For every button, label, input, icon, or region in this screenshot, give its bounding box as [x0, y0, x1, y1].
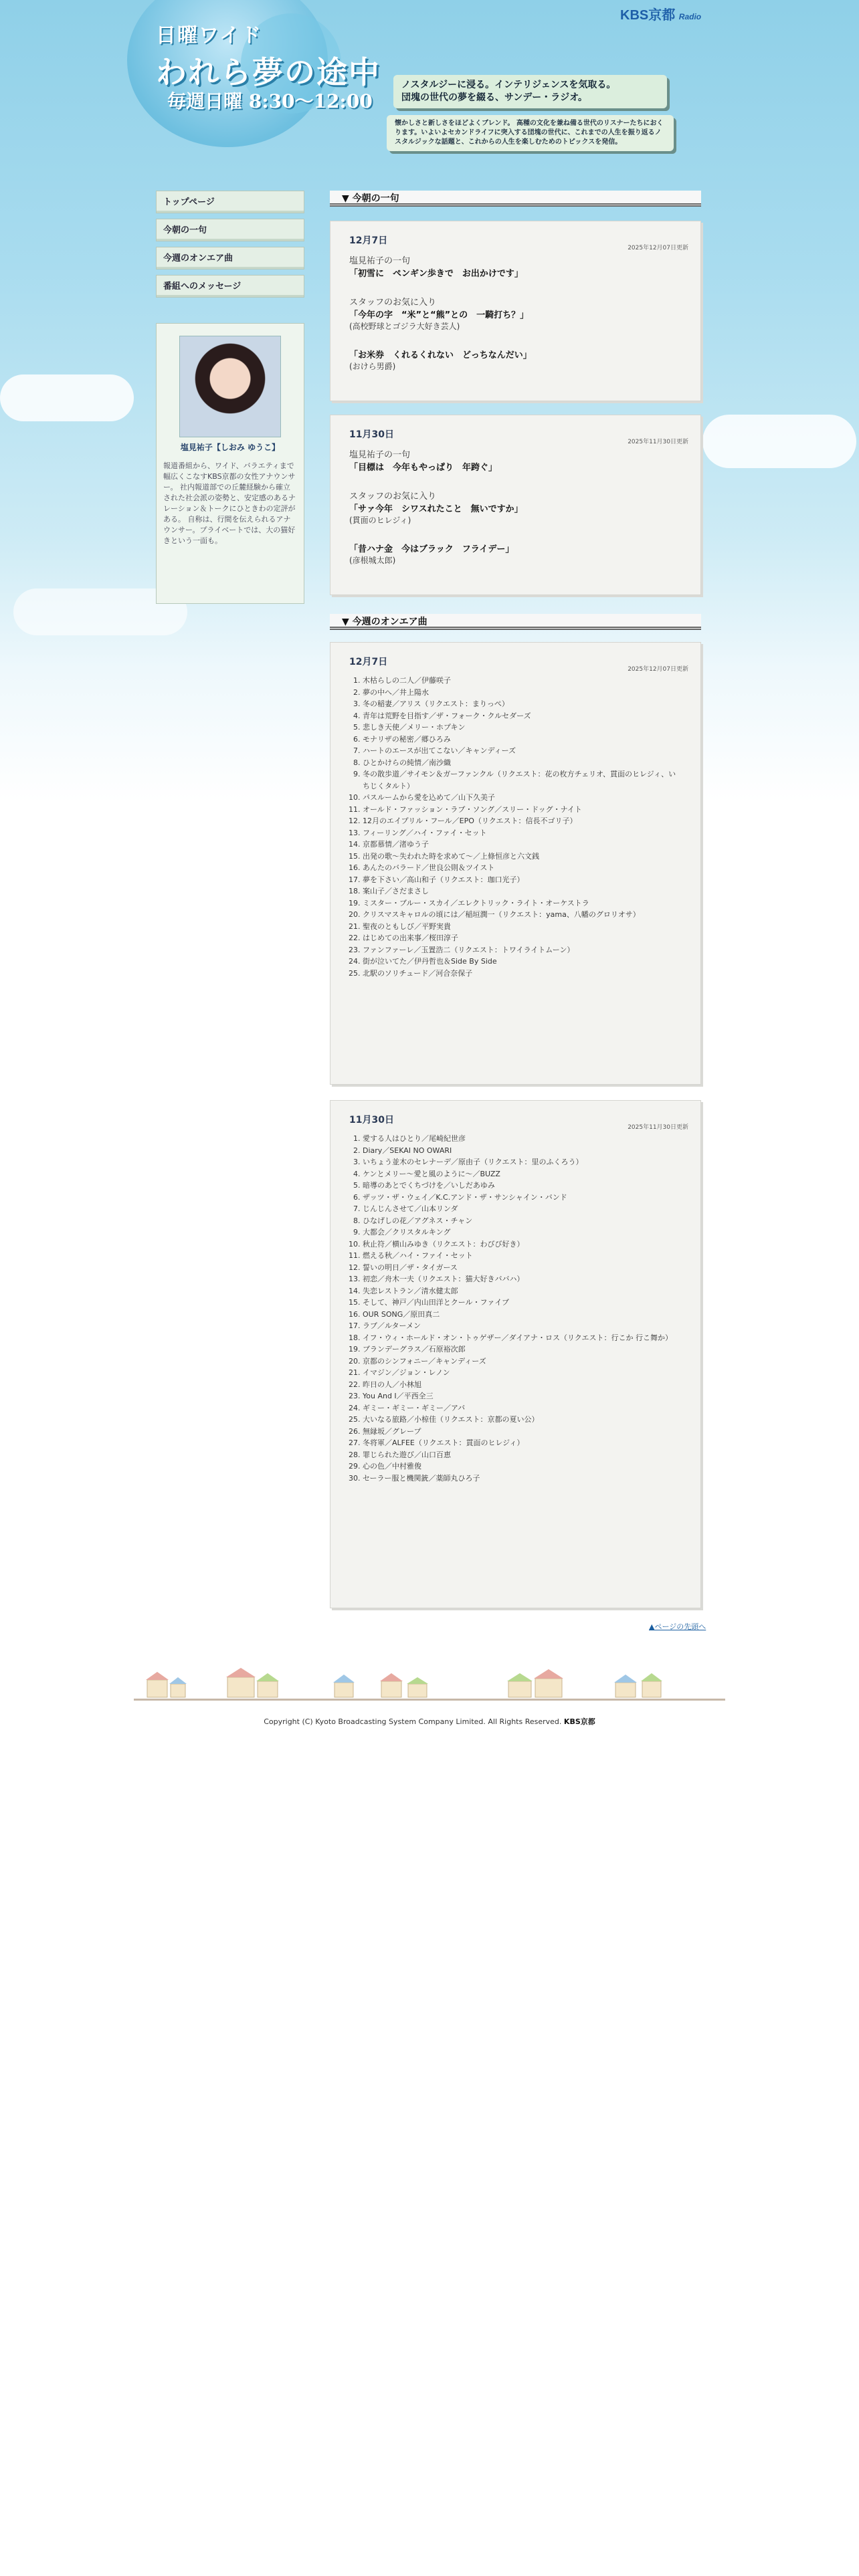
- program-title[interactable]: われら夢の途中: [156, 54, 381, 90]
- copyright: [134, 1716, 725, 1727]
- page-wrapper: [134, 0, 725, 2576]
- host-name: 塩見祐子【しおみ ゆうこ】: [180, 443, 280, 452]
- song-item: 5. 悲しき天使／メリー・ホプキン: [363, 722, 682, 734]
- song-item: 17. 夢を下さい／高山和子（リクエスト：珈口光子）: [363, 874, 682, 886]
- station-logo-text: KBS京都: [620, 8, 676, 23]
- song-item: 1. 愛する人はひとり／尾崎紀世彦: [363, 1133, 682, 1145]
- song-item: 5. 暗導のあとでくちづけを／いしだあゆみ: [363, 1180, 682, 1192]
- song-item: 27. 冬将軍／ALFEE（リクエスト：貫面のヒレジィ）: [363, 1437, 682, 1449]
- song-item: 15. 出発の歌〜失われた時を求めて〜／上條恒彦と六文銭: [363, 851, 682, 863]
- cloud-decoration: [0, 374, 134, 421]
- song-item: 9. 大都会／クリスタルキング: [363, 1226, 682, 1239]
- song-item: 4. ケンとメリー〜愛と風のように〜／BUZZ: [363, 1168, 682, 1180]
- song-item: 19. ブランデーグラス／石原裕次郎: [363, 1344, 682, 1356]
- song-item: 10. パスルームから愛を込めて／山下久美子: [363, 792, 682, 804]
- song-item: 6. モナリザの秘密／郷ひろみ: [363, 734, 682, 746]
- song-item: 11. オールド・ファッション・ラブ・ソング／スリー・ドッグ・ナイト: [363, 804, 682, 816]
- update-date: 2025年11月30日更新: [628, 439, 688, 445]
- host-haiku: 「目標は 今年もやっぱり 年跨ぐ」: [349, 463, 498, 473]
- nav-item-top[interactable]: トップページ: [156, 191, 304, 213]
- song-item: 18. 案山子／さだまさし: [363, 885, 682, 897]
- host-description: 報道番組から、ワイド、バラエティまで幅広くこなすKBS京都の女性アナウンサー。 社内報道部での丘麓経験から確立された社会派の姿勢と、安定感のあるナレーション＆トークにひときわの定評がある。 自称は、行間を伝えられるアナウンサー。プライベートでは、大の猫好きという一面も。: [163, 461, 296, 545]
- onair-date: 11月30日: [349, 1115, 394, 1125]
- song-item: 9. 冬の散歩道／サイモン＆ガーファンクル（リクエスト：花の枚方チェリオ、貫面のヒレジィ、いちじくタルト）: [363, 768, 682, 792]
- station-logo-sub: Radio: [678, 12, 702, 21]
- song-item: 29. 心の色／中村雅俊: [363, 1461, 682, 1473]
- update-date: 2025年12月07日更新: [628, 245, 688, 251]
- song-item: 3. 冬の稲妻／アリス（リクエスト：まりっぺ）: [363, 698, 682, 710]
- staff-haiku-author: (彦根城太郎): [349, 556, 396, 565]
- song-list: [349, 675, 682, 979]
- song-item: 24. 街が泣いてた／伊丹哲也＆Side By Side: [363, 956, 682, 968]
- staff-pick-label: スタッフのお気に入り: [349, 492, 437, 502]
- staff-pick-label: スタッフのお気に入り: [349, 298, 437, 308]
- onair-week: [330, 1100, 701, 1608]
- broadcast-schedule: 毎週日曜 8:30〜12:00: [167, 90, 373, 112]
- song-item: 20. 京都のシンフォニー／キャンディーズ: [363, 1356, 682, 1368]
- onair-date: 12月7日: [349, 657, 388, 667]
- song-item: 25. 北駅のソリチュード／河合奈保子: [363, 968, 682, 980]
- tagline-line-2: 団塊の世代の夢を綴る、サンデー・ラジオ。: [401, 92, 588, 103]
- nav-item-message[interactable]: 番組へのメッセージ: [156, 275, 304, 298]
- song-item: 23. You And I／平西全三: [363, 1390, 682, 1402]
- song-item: 18. イフ・ウィ・ホールド・オン・トゥゲザー／ダイアナ・ロス（リクエスト：行こか 行こ舞か）: [363, 1332, 682, 1344]
- page-top-link[interactable]: ▲ページの先頭へ: [649, 1622, 706, 1631]
- song-item: 16. OUR SONG／原田真二: [363, 1309, 682, 1321]
- song-item: 17. ラブ／ルターメン: [363, 1320, 682, 1332]
- host-haiku-label: 塩見祐子の一句: [349, 256, 411, 266]
- song-item: 20. クリスマスキャロルの頃には／稲垣潤一（リクエスト：yama、八幡のグロリオサ）: [363, 909, 682, 921]
- song-item: 13. フィーリング／ハイ・ファイ・セット: [363, 827, 682, 839]
- copyright-brand: KBS京都: [563, 1717, 595, 1726]
- update-date: 2025年12月07日更新: [628, 666, 688, 673]
- update-date: 2025年11月30日更新: [628, 1124, 688, 1131]
- town-houses-graphic: [134, 1665, 725, 1699]
- song-item: 1. 木枯らしの二人／伊藤咲子: [363, 675, 682, 687]
- staff-haiku-author: (貫面のヒレジィ): [349, 516, 411, 525]
- copyright-text: Copyright (C) Kyoto Broadcasting System Company Limited. All Rights Reserved.: [264, 1717, 562, 1726]
- staff-haiku: 「昔ハナ金 今はブラック フライデー」: [349, 544, 514, 554]
- staff-haiku: 「サァ今年 シワスれたこと 無いですか」: [349, 504, 523, 514]
- song-item: 7. じんじんさせて／山本リンダ: [363, 1203, 682, 1215]
- song-item: 4. 青年は荒野を目指す／ザ・フォーク・クルセダーズ: [363, 710, 682, 722]
- song-item: 21. 聖夜のともしび／平野実貴: [363, 921, 682, 933]
- onair-week: [330, 642, 701, 1085]
- song-item: 13. 初恋／舟木一夫（リクエスト：猫大好きババハ）: [363, 1273, 682, 1285]
- song-list: [349, 1133, 682, 1484]
- song-item: 8. ひとかけらの純情／南沙織: [363, 757, 682, 769]
- song-item: 30. セーラー服と機関銃／薬師丸ひろ子: [363, 1473, 682, 1485]
- town-illustration: [134, 1665, 725, 1699]
- song-item: 11. 燃える秋／ハイ・ファイ・セット: [363, 1250, 682, 1262]
- haiku-date: 11月30日: [349, 429, 394, 440]
- song-item: 8. ひなげしの花／アグネス・チャン: [363, 1215, 682, 1227]
- haiku-entry: [330, 415, 701, 595]
- program-intro: 懐かしさと新しさをほどよくブレンド。 高種の文化を兼ね備る世代のリスナーたちにおくります。いよいよセカンドライフに突入する団塊の世代に、これまでの人生を振り返るノスタルジックな話題と、これからの人生を楽しむためのトピックスを発信。: [387, 115, 674, 151]
- song-item: 21. イマジン／ジョン・レノン: [363, 1367, 682, 1379]
- station-logo[interactable]: [620, 4, 701, 23]
- song-item: 2. 夢の中へ／井上陽水: [363, 687, 682, 699]
- tagline-line-1: ノスタルジーに浸る。インテリジェンスを気取る。: [401, 80, 616, 90]
- song-item: 7. ハートのエースが出てこない／キャンディーズ: [363, 745, 682, 757]
- song-item: 22. はじめての出来事／桜田淳子: [363, 932, 682, 944]
- song-item: 25. 大いなる旅路／小椋佳（リクエスト：京都の夏い公）: [363, 1414, 682, 1426]
- program-subtitle: 日曜ワイド: [156, 24, 263, 47]
- song-item: 16. あんたのバラード／世良公則＆ツイスト: [363, 862, 682, 874]
- song-item: 26. 無縁坂／グレープ: [363, 1426, 682, 1438]
- song-item: 14. 京都慕情／渚ゆう子: [363, 839, 682, 851]
- song-item: 6. ザッツ・ザ・ウェイ／K.C.アンド・ザ・サンシャイン・バンド: [363, 1192, 682, 1204]
- staff-haiku-author: (高校野球とゴジラ大好き芸人): [349, 322, 460, 331]
- onair-section-heading: ▼ 今週のオンエア曲: [330, 614, 701, 630]
- ground-line: [134, 1699, 725, 1701]
- sidebar-nav: [156, 191, 304, 303]
- host-profile: [156, 323, 304, 604]
- nav-item-onair[interactable]: 今週のオンエア曲: [156, 247, 304, 270]
- staff-haiku-author: (おけら男爵): [349, 362, 396, 371]
- host-photo: [179, 336, 281, 437]
- song-item: 12. 誓いの明日／ザ・タイガース: [363, 1262, 682, 1274]
- song-item: 2. Diary／SEKAI NO OWARI: [363, 1145, 682, 1157]
- song-item: 23. ファンファーレ／玉置浩二（リクエスト：トワイライトムーン）: [363, 944, 682, 956]
- song-item: 3. いちょう並木のセレナーデ／原由子（リクエスト：里のふくろう）: [363, 1156, 682, 1168]
- song-item: 28. 罪じられた遊び／山口百恵: [363, 1449, 682, 1461]
- song-item: 12. 12月のエイプリル・フール／EPO（リクエスト：信長不ゴリ子）: [363, 815, 682, 827]
- song-item: 22. 昨日の人／小林旭: [363, 1379, 682, 1391]
- staff-haiku: 「お米券 くれるくれない どっちなんだい」: [349, 350, 532, 360]
- song-item: 15. そして、神戸／内山田洋とクール・ファイブ: [363, 1297, 682, 1309]
- song-item: 19. ミスター・ブルー・スカイ／エレクトリック・ライト・オーケストラ: [363, 897, 682, 909]
- song-item: 14. 失恋レストラン／清水健太郎: [363, 1285, 682, 1297]
- song-item: 24. ギミー・ギミー・ギミー／アバ: [363, 1402, 682, 1414]
- haiku-date: 12月7日: [349, 235, 388, 246]
- host-haiku-label: 塩見祐子の一句: [349, 450, 411, 460]
- cloud-decoration: [702, 415, 856, 468]
- haiku-entry: [330, 221, 701, 401]
- song-item: 10. 秋止符／横山みゆき（リクエスト：わびび好き）: [363, 1239, 682, 1251]
- tagline: [393, 75, 667, 108]
- host-haiku: 「初雪に ペンギン歩きで お出かけです」: [349, 269, 523, 279]
- staff-haiku: 「今年の字 “米”と“熊”との 一騎打ち？」: [349, 310, 529, 320]
- haiku-section-heading: ▼ 今朝の一句: [330, 191, 701, 207]
- nav-item-haiku[interactable]: 今朝の一句: [156, 219, 304, 241]
